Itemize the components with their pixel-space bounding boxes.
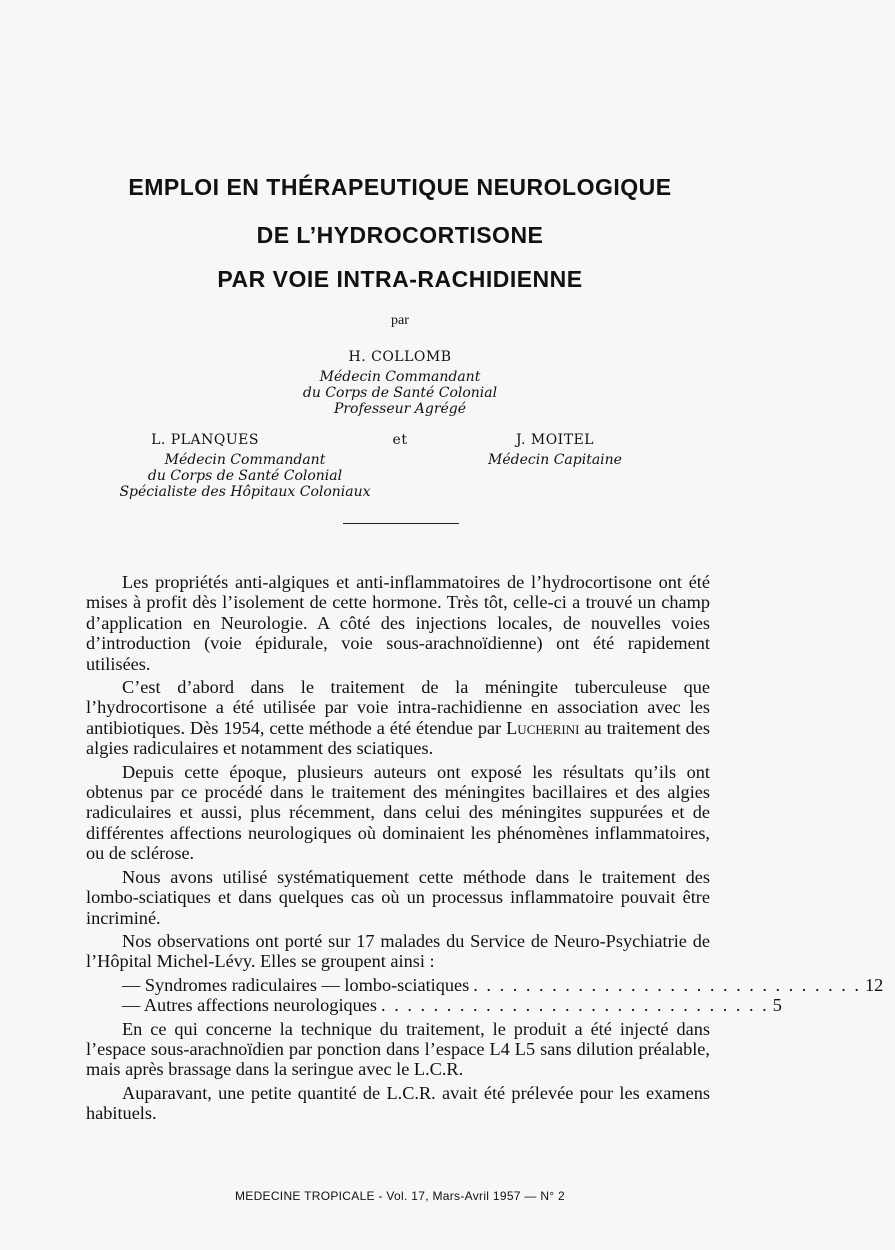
group-count: 5 bbox=[772, 995, 782, 1016]
article-body bbox=[86, 572, 884, 1127]
author-role: Médecin Commandant bbox=[319, 369, 481, 385]
author-affiliation: du Corps de Santé Colonial bbox=[147, 468, 343, 484]
author-right bbox=[470, 432, 640, 468]
byline: par bbox=[391, 313, 409, 328]
paragraph-text: C’est d’abord dans le traitement de la méningite tuberculeuse que l’hydrocortisone a été utilisée par voie intra-rachidienne en association avec les antibiotiques. Dès 1954, cette méthode a été étendue par bbox=[86, 677, 710, 738]
paragraph bbox=[86, 677, 710, 759]
author-role: Médecin Commandant bbox=[164, 452, 326, 468]
paragraph-text: au traitement des algies radiculaires et notamment des sciatiques. bbox=[86, 717, 710, 759]
paragraph: Nos observations ont porté sur 17 malades du Service de Neuro-Psychiatrie de l’Hôpital Michel-Lévy. Elles se groupent ainsi : bbox=[86, 930, 710, 972]
paragraph: Auparavant, une petite quantité de L.C.R. avait été prélevée pour les examens habituels. bbox=[86, 1082, 710, 1124]
paragraph: Nous avons utilisé systématiquement cette méthode dans le traitement des lombo-sciatiques et dans quelques cas où un processus inflammatoire pouvait être incriminé. bbox=[86, 866, 710, 928]
cited-author: Lucherini bbox=[506, 717, 580, 738]
paragraph: Depuis cette époque, plusieurs auteurs ont exposé les résultats qu’ils ont obtenus par ce procédé dans le traitement des méningites bacillaires et des algies radiculaires et aussi, plus récemment, dans celui des méningites suppurées et de différentes affections neurologiques où dominaient les phénomènes inflammatoires, ou de sclérose. bbox=[86, 761, 710, 864]
author-title: Professeur Agrégé bbox=[333, 401, 467, 417]
separator-rule bbox=[343, 523, 459, 524]
leader-dots: . . . . . . . . . . . . . . . . . . . . . . . . . . . . . . bbox=[381, 995, 769, 1016]
list-item bbox=[86, 995, 782, 1016]
paragraph: En ce qui concerne la technique du traitement, le produit a été injecté dans l’espace sous-arachnoïdien par ponction dans l’espace L4 L5 sans dilution préalable, mais après brassage dans la seringue avec le L.C.R. bbox=[86, 1018, 710, 1080]
author-left bbox=[100, 432, 390, 500]
title-line-2: DE L’HYDROCORTISONE bbox=[256, 222, 544, 248]
patient-groups-list bbox=[86, 974, 884, 1016]
title-line-1: EMPLOI EN THÉRAPEUTIQUE NEUROLOGIQUE bbox=[128, 174, 672, 200]
list-item bbox=[86, 974, 884, 995]
author-role: Médecin Capitaine bbox=[488, 452, 622, 468]
author-name: H. COLLOMB bbox=[348, 349, 452, 365]
author-conjunction: et bbox=[392, 432, 408, 448]
paragraph: Les propriétés anti-algiques et anti-inflammatoires de l’hydrocortisone ont été mises à profit dès l’isolement de cette hormone. Très tôt, celle-ci a trouvé un champ d’application en Neurologie. A côté des injections locales, de nouvelles voies d’introduction (voie épidurale, voie sous-arachnoïdienne) ont été rapidement utilisées. bbox=[86, 572, 710, 674]
author-title: Spécialiste des Hôpitaux Coloniaux bbox=[119, 484, 371, 500]
group-count: 12 bbox=[864, 974, 884, 995]
author-affiliation: du Corps de Santé Colonial bbox=[302, 385, 498, 401]
author-name: J. MOITEL bbox=[515, 432, 595, 448]
author-name: L. PLANQUES bbox=[151, 432, 259, 448]
page-footer: MEDECINE TROPICALE - Vol. 17, Mars-Avril 1957 — N° 2 bbox=[234, 1189, 566, 1203]
author-main bbox=[250, 349, 550, 417]
leader-dots: . . . . . . . . . . . . . . . . . . . . . . . . . . . . . . bbox=[473, 974, 861, 995]
group-label: — Autres affections neurologiques bbox=[122, 995, 378, 1016]
title-line-3: PAR VOIE INTRA-RACHIDIENNE bbox=[217, 266, 583, 292]
group-label: — Syndromes radiculaires — lombo-sciatiques bbox=[122, 974, 470, 995]
